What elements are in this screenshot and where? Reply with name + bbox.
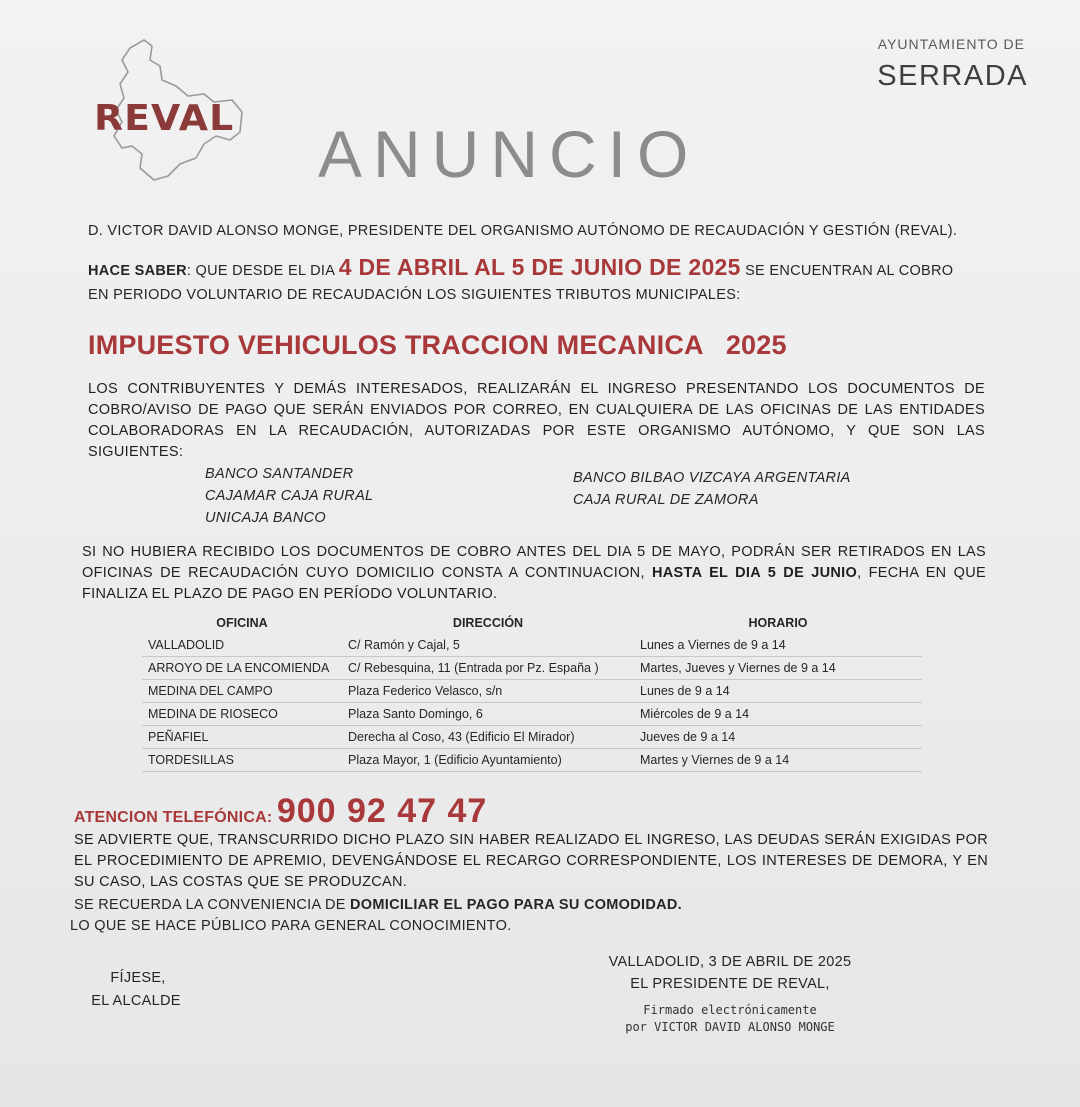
intro-line-3: EN PERIODO VOLUNTARIO DE RECAUDACIÓN LOS SIGUIENTES TRIBUTOS MUNICIPALES: bbox=[88, 287, 741, 303]
tax-title: IMPUESTO VEHICULOS TRACCION MECANICA 2025 bbox=[88, 330, 787, 360]
signature-place-date: VALLADOLID, 3 DE ABRIL DE 2025 bbox=[608, 954, 852, 970]
cobro-period: 4 DE ABRIL AL 5 DE JUNIO DE 2025 bbox=[338, 254, 741, 280]
fijese-line-1: FÍJESE, bbox=[110, 970, 166, 986]
bank-right-1: BANCO BILBAO VIZCAYA ARGENTARIA bbox=[573, 470, 851, 486]
office-name: PEÑAFIEL bbox=[142, 726, 342, 749]
ayuntamiento-label: AYUNTAMIENTO DE bbox=[877, 36, 1025, 52]
intro-line-1: D. VICTOR DAVID ALONSO MONGE, PRESIDENTE DEL ORGANISMO AUTÓNOMO DE RECAUDACIÓN Y GESTIÓN (REVAL). bbox=[88, 223, 958, 239]
reval-logo-text: REVAL bbox=[94, 98, 235, 139]
table-row bbox=[142, 657, 922, 680]
office-hours: Jueves de 9 a 14 bbox=[634, 726, 922, 749]
signature-por: por VICTOR DAVID ALONSO MONGE bbox=[625, 1020, 835, 1034]
office-hours: Lunes a Viernes de 9 a 14 bbox=[634, 634, 922, 657]
office-address: Plaza Federico Velasco, s/n bbox=[342, 680, 634, 703]
atencion-label: ATENCION TELEFÓNICA: bbox=[74, 809, 273, 826]
office-name: VALLADOLID bbox=[142, 634, 342, 657]
office-address: C/ Rebesquina, 11 (Entrada por Pz. España ) bbox=[342, 657, 634, 680]
col-horario: HORARIO bbox=[748, 616, 808, 630]
office-hours: Lunes de 9 a 14 bbox=[634, 680, 922, 703]
page-title: ANUNCIO bbox=[318, 117, 700, 191]
bank-left-2: CAJAMAR CAJA RURAL bbox=[205, 488, 374, 504]
no-recibido-part2: , FECHA EN QUE FINALIZA EL PLAZO DE PAGO EN PERÍODO VOLUNTARIO. bbox=[82, 565, 987, 602]
recuerda-text: SE RECUERDA LA CONVENIENCIA DE bbox=[74, 897, 351, 913]
advierte-paragraph: SE ADVIERTE QUE, TRANSCURRIDO DICHO PLAZO SIN HABER REALIZADO EL INGRESO, LAS DEUDAS SERÁN EXIGIDAS POR EL PROCEDIMIENTO DE APREMIO, DEVENGÁNDOSE EL RECARGO CORRESPONDIENTE, LOS INTERESES DE DEMORA, Y EN SU CASO, LAS COSTAS QUE SE PRODUZCAN. bbox=[74, 832, 988, 890]
contribuyentes-paragraph: LOS CONTRIBUYENTES Y DEMÁS INTERESADOS, REALIZARÁN EL INGRESO PRESENTANDO LOS DOCUMENTOS DE COBRO/AVISO DE PAGO QUE SERÁN ENVIADOS POR CORREO, EN CUALQUIERA DE LAS OFICINAS DE LAS ENTIDADES COLABORADORAS EN LA RECAUDACIÓN, AUTORIZADAS POR ESTE ORGANISMO AUTÓNOMO, Y QUE SON LAS SIGUIENTES: bbox=[88, 381, 985, 460]
col-oficina: OFICINA bbox=[216, 616, 268, 630]
office-hours: Martes y Viernes de 9 a 14 bbox=[634, 749, 922, 772]
office-address: Derecha al Coso, 43 (Edificio El Mirador) bbox=[342, 726, 634, 749]
phone-number[interactable]: 900 92 47 47 bbox=[276, 792, 488, 830]
office-hours: Martes, Jueves y Viernes de 9 a 14 bbox=[634, 657, 922, 680]
recuerda-line bbox=[74, 897, 682, 913]
signature-role: EL PRESIDENTE DE REVAL, bbox=[630, 976, 830, 992]
table-row bbox=[142, 726, 922, 749]
hace-saber: HACE SABER bbox=[88, 263, 187, 279]
office-name: ARROYO DE LA ENCOMIENDA bbox=[142, 657, 342, 680]
atencion-telefonica bbox=[74, 792, 487, 831]
bank-right-2: CAJA RURAL DE ZAMORA bbox=[573, 492, 759, 508]
bank-left-1: BANCO SANTANDER bbox=[205, 466, 354, 482]
table-row bbox=[142, 680, 922, 703]
office-name: MEDINA DEL CAMPO bbox=[142, 680, 342, 703]
office-address: C/ Ramón y Cajal, 5 bbox=[342, 634, 634, 657]
no-recibido-part1: SI NO HUBIERA RECIBIDO LOS DOCUMENTOS DE COBRO ANTES DEL DIA 5 DE MAYO, PODRÁN SER RETIRADOS EN LAS OFICINAS DE RECAUDACIÓN CUYO DOMICILIO CONSTA A CONTINUACION, bbox=[82, 544, 986, 581]
recuerda-bold: DOMICILIAR EL PAGO PARA SU COMODIDAD. bbox=[350, 897, 682, 913]
publico-line: LO QUE SE HACE PÚBLICO PARA GENERAL CONOCIMIENTO. bbox=[70, 918, 512, 934]
no-recibido-deadline: HASTA EL DIA 5 DE JUNIO bbox=[652, 565, 858, 581]
office-address: Plaza Santo Domingo, 6 bbox=[342, 703, 634, 726]
office-name: TORDESILLAS bbox=[142, 749, 342, 772]
table-row bbox=[142, 749, 922, 772]
bank-left-3: UNICAJA BANCO bbox=[205, 510, 326, 526]
ayuntamiento-name: SERRADA bbox=[877, 60, 1028, 92]
fijese-line-2: EL ALCALDE bbox=[91, 993, 181, 1009]
desde-text: : QUE DESDE EL DIA bbox=[186, 263, 335, 279]
office-hours: Miércoles de 9 a 14 bbox=[634, 703, 922, 726]
office-name: MEDINA DE RIOSECO bbox=[142, 703, 342, 726]
no-recibido-paragraph bbox=[82, 542, 986, 605]
cobro-text: SE ENCUENTRAN AL COBRO bbox=[745, 263, 954, 279]
offices-table bbox=[142, 612, 922, 772]
table-row bbox=[142, 703, 922, 726]
signature-firmado: Firmado electrónicamente bbox=[643, 1003, 817, 1017]
office-address: Plaza Mayor, 1 (Edificio Ayuntamiento) bbox=[342, 749, 634, 772]
intro-line-2 bbox=[88, 254, 953, 281]
col-direccion: DIRECCIÓN bbox=[452, 616, 524, 630]
table-row bbox=[142, 634, 922, 657]
